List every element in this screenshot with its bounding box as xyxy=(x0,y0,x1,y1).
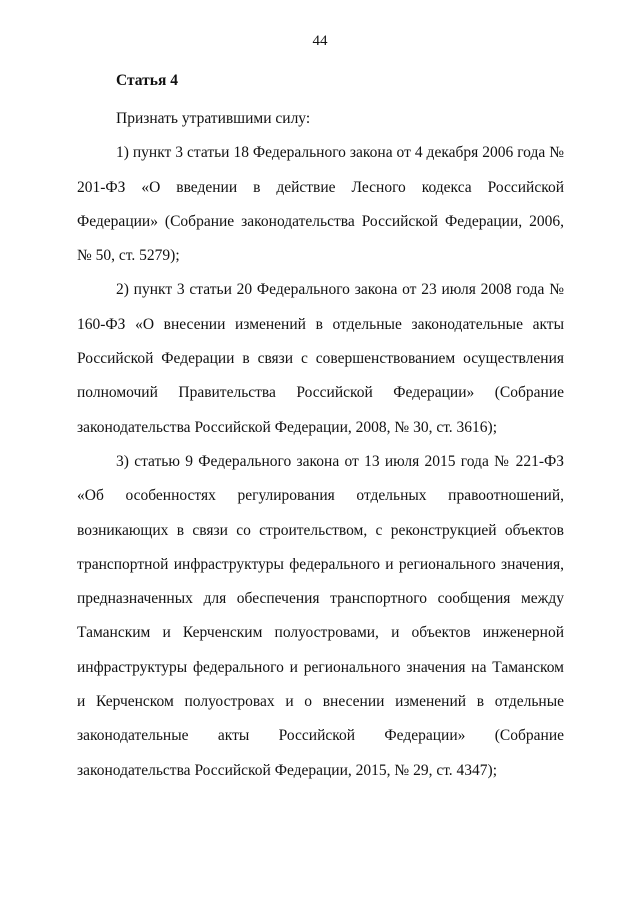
article-intro: Признать утратившими силу: xyxy=(116,110,311,127)
page-number: 44 xyxy=(312,33,328,49)
article-body xyxy=(77,102,564,788)
article-heading: Статья 4 xyxy=(116,72,178,89)
article-item-2: 2) пункт 3 статьи 20 Федерального закона от 23 июля 2008 года № 160-ФЗ «О внесении изменений в отдельные законодательные акты Российской Федерации в связи с совершенствованием осуществления полномочий Правительства Российской Федерации» (Собрание законодательства Российской Федерации, 2008, № 30, ст. 3616); xyxy=(77,281,564,436)
article-item-3: 3) статью 9 Федерального закона от 13 июля 2015 года № 221-ФЗ «Об особенностях регулирования отдельных правоотношений, возникающих в связи со строительством, с реконструкцией объектов транспортной инфраструктуры федерального и регионального значения, предназначенных для обеспечения транспортного сообщения между Таманским и Керченским полуостровами, и объектов инженерной инфраструктуры федерального и регионального значения на Таманском и Керченском полуостровах и о внесении изменений в отдельные законодательные акты Российской Федерации» (Собрание законодательства Российской Федерации, 2015, № 29, ст. 4347); xyxy=(77,452,564,779)
article-item-1: 1) пункт 3 статьи 18 Федерального закона от 4 декабря 2006 года № 201-ФЗ «О введении в действие Лесного кодекса Российской Федерации» (Собрание законодательства Российской Федерации, 2006, № 50, ст. 5279); xyxy=(77,144,564,265)
